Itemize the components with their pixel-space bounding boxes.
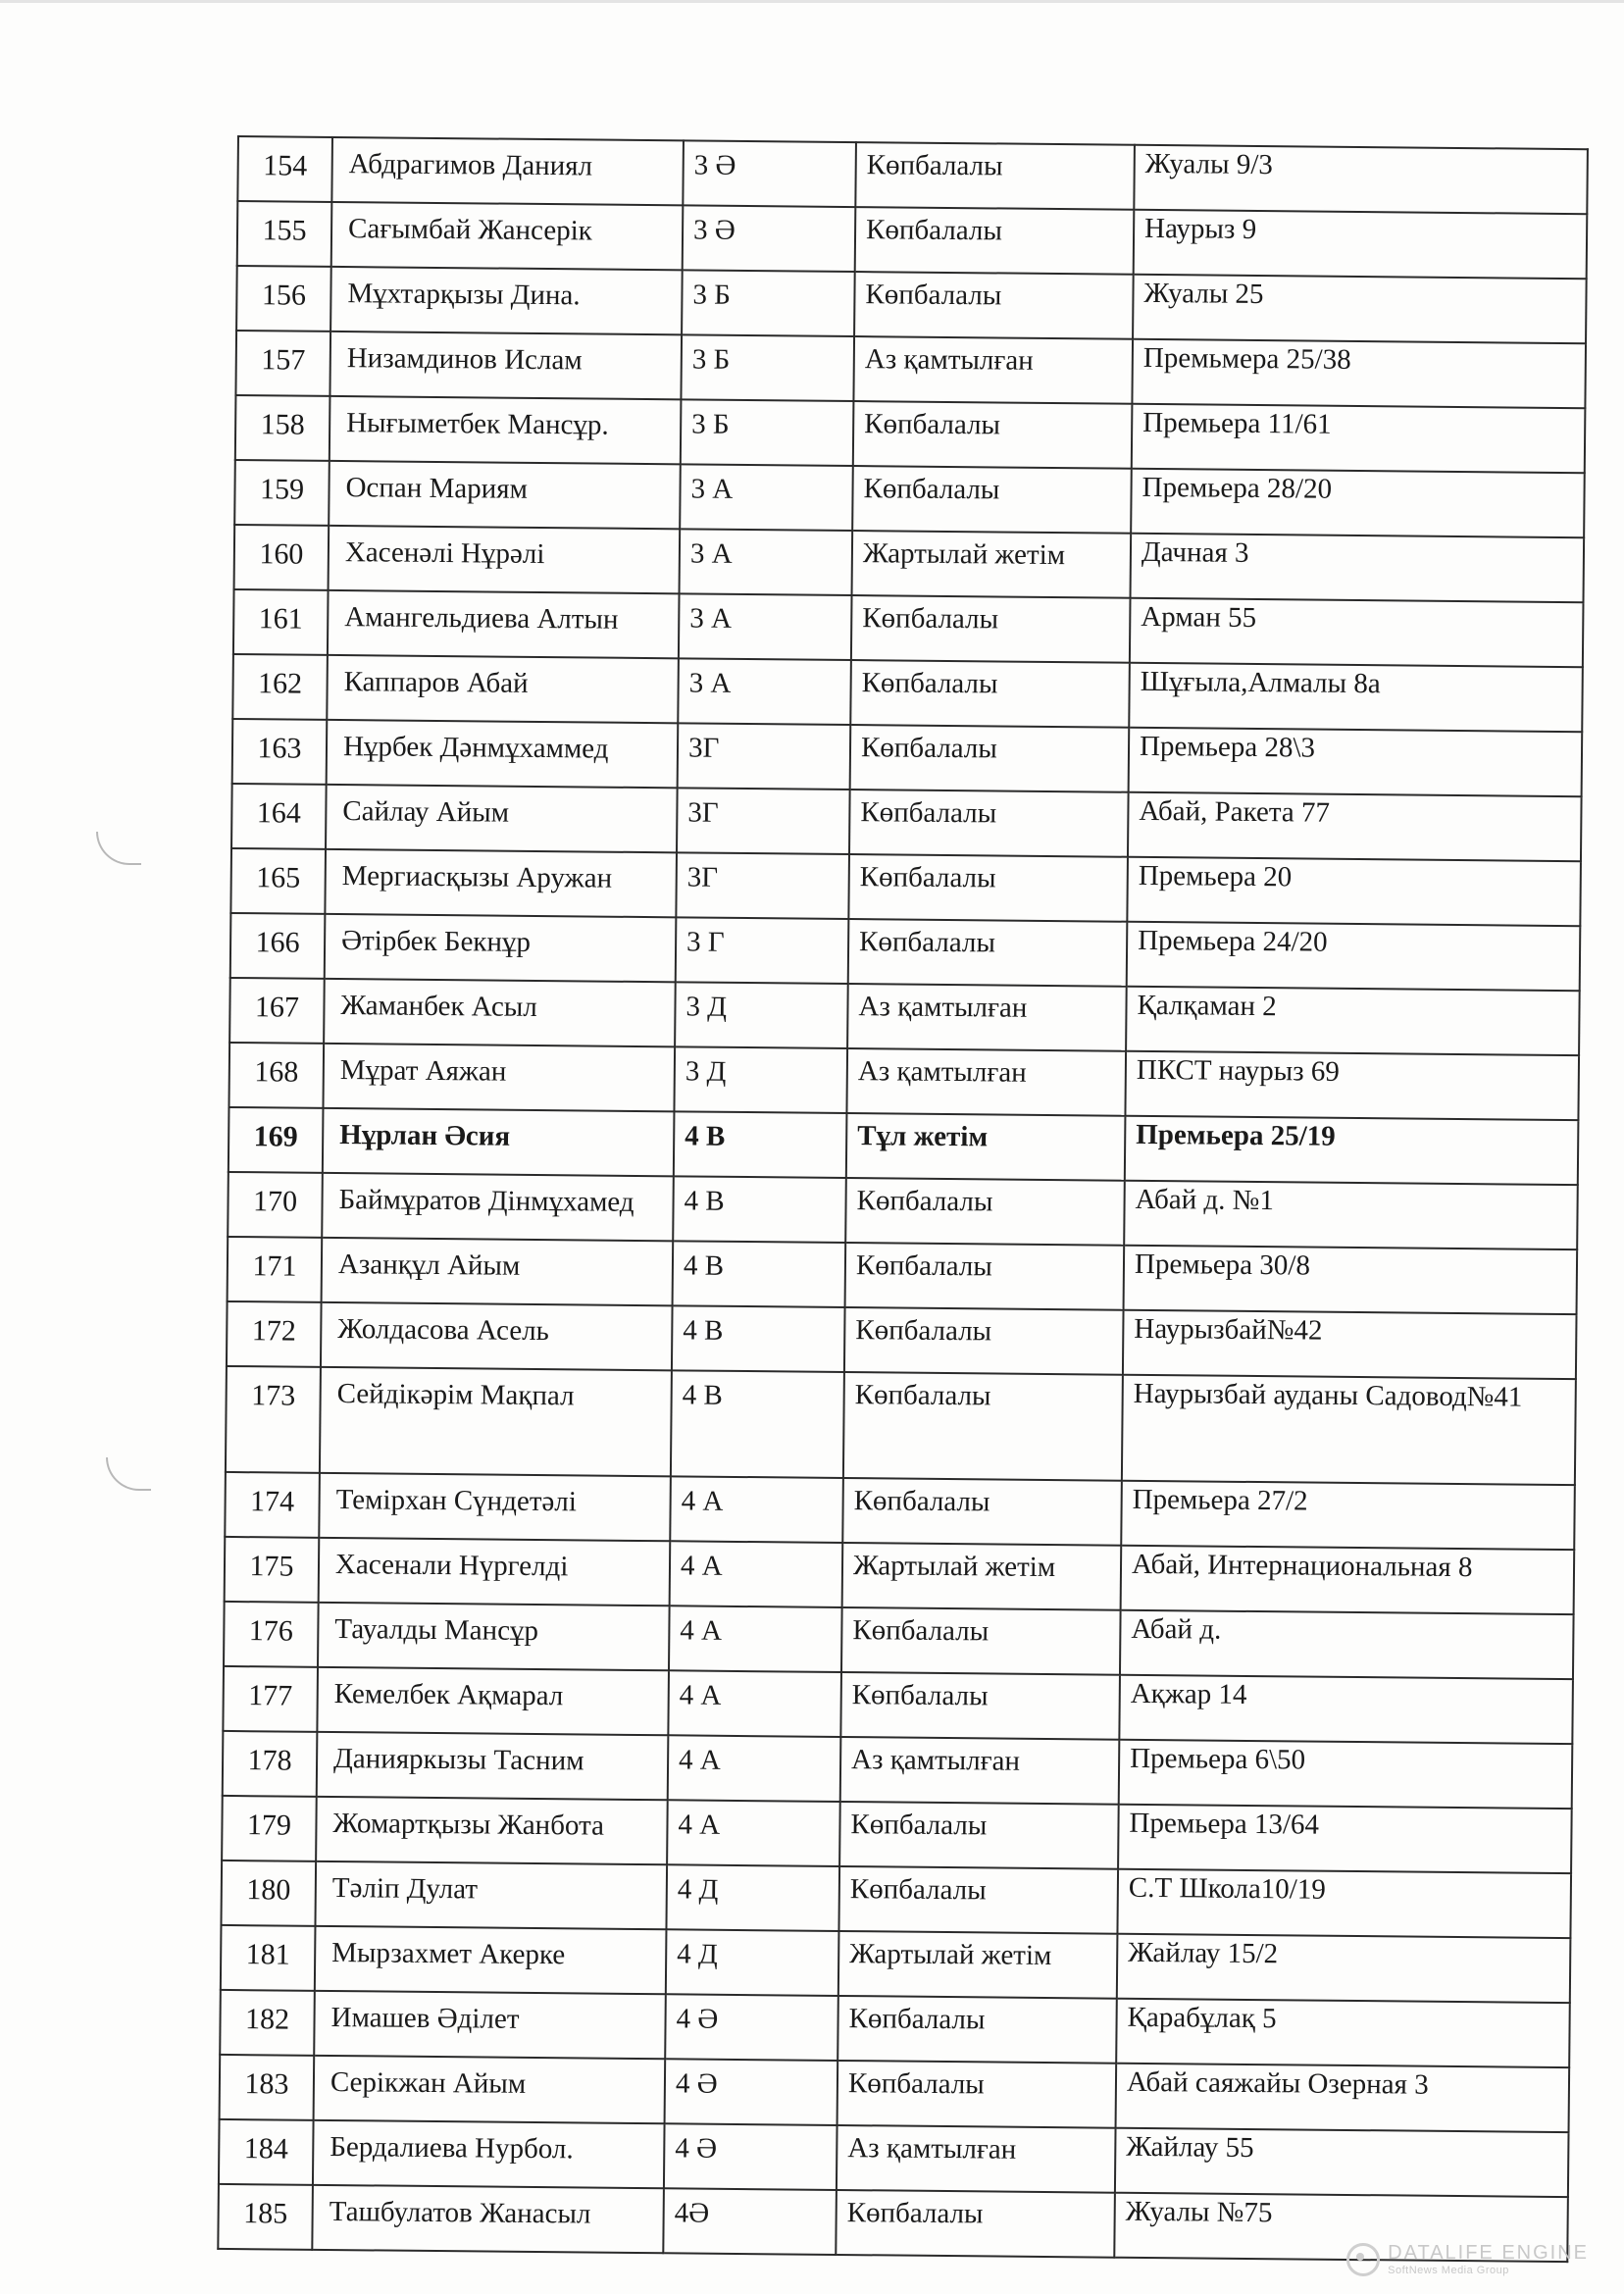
student-name: Сағымбай Жансерік xyxy=(331,202,684,270)
row-number: 162 xyxy=(232,654,328,720)
student-name: Оспан Мариям xyxy=(329,461,681,529)
class-cell: 3 Д xyxy=(675,982,848,1048)
student-name: Хасенали Нүргелді xyxy=(319,1538,671,1606)
student-name: Абдрагимов Даниял xyxy=(331,137,684,205)
class-cell: 3 Ә xyxy=(683,205,856,272)
student-name: Мергиасқызы Аружан xyxy=(325,849,677,917)
address-cell: Премьера 6\50 xyxy=(1119,1740,1573,1809)
row-number: 178 xyxy=(223,1731,318,1797)
family-status: Көпбалалы xyxy=(841,1607,1121,1675)
student-name: Каппаров Абай xyxy=(327,655,679,723)
row-number: 156 xyxy=(236,266,331,331)
address-cell: Абай саяжайы Озерная 3 xyxy=(1116,2064,1570,2132)
family-status: Көпбалалы xyxy=(840,1672,1120,1740)
row-number: 159 xyxy=(234,460,330,526)
address-cell: ПКСТ наурыз 69 xyxy=(1125,1051,1579,1120)
address-cell: Абай д. №1 xyxy=(1124,1181,1578,1249)
row-number: 179 xyxy=(222,1796,317,1861)
row-number: 165 xyxy=(230,848,326,914)
family-status: Көпбалалы xyxy=(837,1996,1117,2064)
class-cell: 4 Ә xyxy=(665,1994,838,2061)
address-cell: Жуалы 9/3 xyxy=(1134,145,1588,214)
row-number: 158 xyxy=(235,395,330,461)
class-cell: 4 А xyxy=(668,1735,841,1802)
family-status: Көпбалалы xyxy=(845,1178,1125,1246)
student-name: Мұхтарқызы Дина. xyxy=(330,267,683,334)
student-name: Тауалды Мансұр xyxy=(318,1603,670,1670)
address-cell: Премьера 28\3 xyxy=(1129,728,1583,796)
punch-hole-mark xyxy=(106,1457,151,1491)
student-name: Данияркызы Тасним xyxy=(317,1732,669,1800)
class-cell: 3Г xyxy=(678,723,851,790)
family-status: Жартылай жетім xyxy=(838,1931,1118,1999)
family-status: Тұл жетім xyxy=(846,1113,1126,1181)
student-name: Нұрлан Әсия xyxy=(323,1108,675,1176)
class-cell: 4 В xyxy=(671,1370,844,1478)
punch-hole-mark xyxy=(96,832,141,865)
family-status: Көпбалалы xyxy=(851,595,1131,663)
class-cell: 3Г xyxy=(677,788,850,854)
student-name: Тәліп Дулат xyxy=(315,1861,667,1929)
family-status: Көпбалалы xyxy=(848,919,1128,987)
student-name: Нығыметбек Мансұр. xyxy=(330,396,682,464)
family-status: Көпбалалы xyxy=(839,1802,1119,1869)
student-name: Азанқұл Айым xyxy=(322,1238,674,1305)
address-cell: Премьера 20 xyxy=(1127,857,1581,926)
students-table-wrapper xyxy=(217,135,1587,2263)
family-status: Көпбалалы xyxy=(845,1243,1125,1310)
family-status: Көпбалалы xyxy=(850,725,1130,792)
class-cell: 3 Ә xyxy=(683,140,856,207)
datalife-logo-icon xyxy=(1346,2243,1380,2276)
address-cell: Премьера 27/2 xyxy=(1121,1481,1575,1550)
address-cell: Наурыз 9 xyxy=(1134,210,1588,279)
scan-edge-line xyxy=(0,0,1624,3)
student-name: Амангельдиева Алтын xyxy=(328,590,680,658)
class-cell: 3Г xyxy=(676,852,849,919)
address-cell: Наурызбай№42 xyxy=(1123,1310,1577,1379)
family-status: Аз қамтылған xyxy=(840,1737,1120,1805)
class-cell: 4 А xyxy=(669,1606,842,1672)
watermark-text xyxy=(1388,2243,1589,2276)
student-name: Сайлау Айым xyxy=(326,785,678,852)
family-status: Жартылай жетім xyxy=(852,531,1132,598)
row-number: 161 xyxy=(233,589,329,655)
student-name: Серікжан Айым xyxy=(314,2056,666,2123)
address-cell: Дачная 3 xyxy=(1131,534,1585,602)
address-cell: Премьера 24/20 xyxy=(1127,922,1581,991)
student-name: Жаманбек Асыл xyxy=(324,979,676,1046)
family-status: Көпбалалы xyxy=(844,1307,1124,1375)
address-cell: Премьмера 25/38 xyxy=(1132,339,1586,408)
class-cell: 4 В xyxy=(673,1241,846,1307)
row-number: 177 xyxy=(223,1666,318,1732)
student-name: Ташбулатов Жанасыл xyxy=(312,2185,664,2253)
class-cell: 4 В xyxy=(672,1305,845,1372)
class-cell: 3 Б xyxy=(681,399,854,466)
student-name: Баймұратов Дінмұхамед xyxy=(322,1173,674,1241)
address-cell: Шұғыла,Алмалы 8а xyxy=(1129,663,1583,732)
family-status: Көпбалалы xyxy=(838,1866,1118,1934)
family-status: Көпбалалы xyxy=(854,272,1134,339)
row-number: 183 xyxy=(220,2055,315,2120)
address-cell: Қарабұлақ 5 xyxy=(1116,1999,1570,2067)
row-number: 167 xyxy=(229,978,325,1044)
class-cell: 4 В xyxy=(674,1111,847,1178)
row-number: 154 xyxy=(237,136,332,202)
students-table-body xyxy=(218,136,1588,2262)
family-status: Аз қамтылған xyxy=(853,336,1133,404)
student-name: Кемелбек Ақмарал xyxy=(317,1667,669,1735)
address-cell: Премьера 30/8 xyxy=(1124,1246,1578,1314)
family-status: Көпбалалы xyxy=(850,660,1130,728)
address-cell: Абай д. xyxy=(1120,1610,1574,1679)
address-cell: Абай, Ракета 77 xyxy=(1128,792,1582,861)
row-number: 173 xyxy=(226,1366,321,1473)
address-cell: Премьера 25/19 xyxy=(1125,1116,1579,1185)
address-cell: Арман 55 xyxy=(1130,598,1584,667)
row-number: 171 xyxy=(228,1237,323,1302)
row-number: 170 xyxy=(228,1172,323,1238)
class-cell: 3 Б xyxy=(681,334,854,401)
row-number: 181 xyxy=(221,1925,316,1991)
student-name: Хасенәлі Нұрәлі xyxy=(329,526,681,593)
row-number: 163 xyxy=(232,719,328,785)
family-status: Көпбалалы xyxy=(837,2061,1117,2128)
address-cell: Премьера 11/61 xyxy=(1132,404,1586,473)
class-cell: 3 Д xyxy=(674,1046,847,1113)
address-cell: Жайлау 55 xyxy=(1115,2128,1569,2197)
students-table xyxy=(217,135,1589,2263)
family-status: Көпбалалы xyxy=(849,790,1129,857)
class-cell: 4 Ә xyxy=(665,2059,838,2125)
student-name: Сейдікәрім Мақпал xyxy=(320,1367,672,1476)
class-cell: 3 А xyxy=(680,464,853,531)
address-cell: Жуалы 25 xyxy=(1133,275,1587,343)
family-status: Аз қамтылған xyxy=(837,2125,1116,2193)
row-number: 174 xyxy=(225,1472,320,1538)
family-status: Көпбалалы xyxy=(843,1372,1123,1481)
datalife-engine-watermark xyxy=(1346,2243,1589,2276)
class-cell: 3 А xyxy=(680,529,853,595)
address-cell: Премьера 13/64 xyxy=(1118,1805,1572,1873)
family-status: Көпбалалы xyxy=(842,1478,1122,1546)
class-cell: 4 Д xyxy=(666,1929,839,1996)
student-name: Мұрат Аяжан xyxy=(323,1044,675,1111)
row-number: 164 xyxy=(231,784,327,849)
family-status: Көпбалалы xyxy=(836,2190,1115,2258)
family-status: Көпбалалы xyxy=(852,466,1132,534)
family-status: Көпбалалы xyxy=(855,207,1135,275)
row-number: 169 xyxy=(228,1107,324,1173)
address-cell: С.Т Школа10/19 xyxy=(1117,1869,1571,1938)
family-status: Көпбалалы xyxy=(855,142,1135,210)
address-cell: Абай, Интернациональная 8 xyxy=(1121,1546,1575,1614)
class-cell: 4 А xyxy=(668,1670,841,1737)
student-name: Жолдасова Асель xyxy=(321,1302,673,1370)
row-number: 168 xyxy=(228,1043,324,1108)
address-cell: Наурызбай ауданы Садовод№41 xyxy=(1122,1375,1576,1485)
row-number: 185 xyxy=(218,2184,313,2250)
family-status: Аз қамтылған xyxy=(846,1048,1126,1116)
row-number: 175 xyxy=(225,1537,320,1603)
address-cell: Жайлау 15/2 xyxy=(1117,1934,1571,2003)
student-name: Әтірбек Бекнұр xyxy=(325,914,677,982)
class-cell: 4 Ә xyxy=(664,2123,837,2190)
student-name: Жомартқызы Жанбота xyxy=(316,1797,668,1864)
family-status: Көпбалалы xyxy=(848,854,1128,922)
watermark-subtitle: SoftNews Media Group xyxy=(1388,2265,1509,2276)
row-number: 155 xyxy=(237,201,332,267)
address-cell: Премьера 28/20 xyxy=(1131,469,1585,537)
family-status: Көпбалалы xyxy=(853,401,1133,469)
table-row xyxy=(226,1366,1576,1485)
row-number: 182 xyxy=(220,1990,315,2056)
class-cell: 4 А xyxy=(667,1800,840,1866)
row-number: 184 xyxy=(219,2119,314,2185)
class-cell: 4 А xyxy=(670,1541,843,1607)
student-name: Темірхан Сүндетәлі xyxy=(319,1473,671,1541)
student-name: Низамдинов Ислам xyxy=(330,331,682,399)
address-cell: Қалқаман 2 xyxy=(1126,987,1580,1055)
student-name: Имашев Әділет xyxy=(314,1991,666,2059)
watermark-title: DATALIFE ENGINE xyxy=(1388,2242,1589,2264)
row-number: 180 xyxy=(221,1861,316,1926)
class-cell: 4 В xyxy=(673,1176,846,1243)
student-name: Мырзахмет Акерке xyxy=(315,1926,667,1994)
family-status: Жартылай жетім xyxy=(842,1543,1122,1610)
class-cell: 3 А xyxy=(679,593,852,660)
row-number: 176 xyxy=(224,1602,319,1667)
class-cell: 3 А xyxy=(678,658,851,725)
class-cell: 4 А xyxy=(670,1476,843,1543)
student-name: Нұрбек Дәнмұхаммед xyxy=(327,720,679,788)
class-cell: 4 Д xyxy=(666,1864,839,1931)
row-number: 157 xyxy=(235,331,330,396)
family-status: Аз қамтылған xyxy=(847,984,1127,1051)
class-cell: 4Ә xyxy=(663,2188,837,2255)
row-number: 160 xyxy=(234,525,330,590)
class-cell: 3 Г xyxy=(676,917,849,984)
row-number: 166 xyxy=(230,913,326,979)
address-cell: Ақжар 14 xyxy=(1119,1675,1573,1744)
row-number: 172 xyxy=(227,1301,322,1367)
student-name: Бердалиева Нурбол. xyxy=(313,2120,665,2188)
address-cell: Жуалы №75 xyxy=(1114,2193,1568,2262)
class-cell: 3 Б xyxy=(682,270,855,336)
